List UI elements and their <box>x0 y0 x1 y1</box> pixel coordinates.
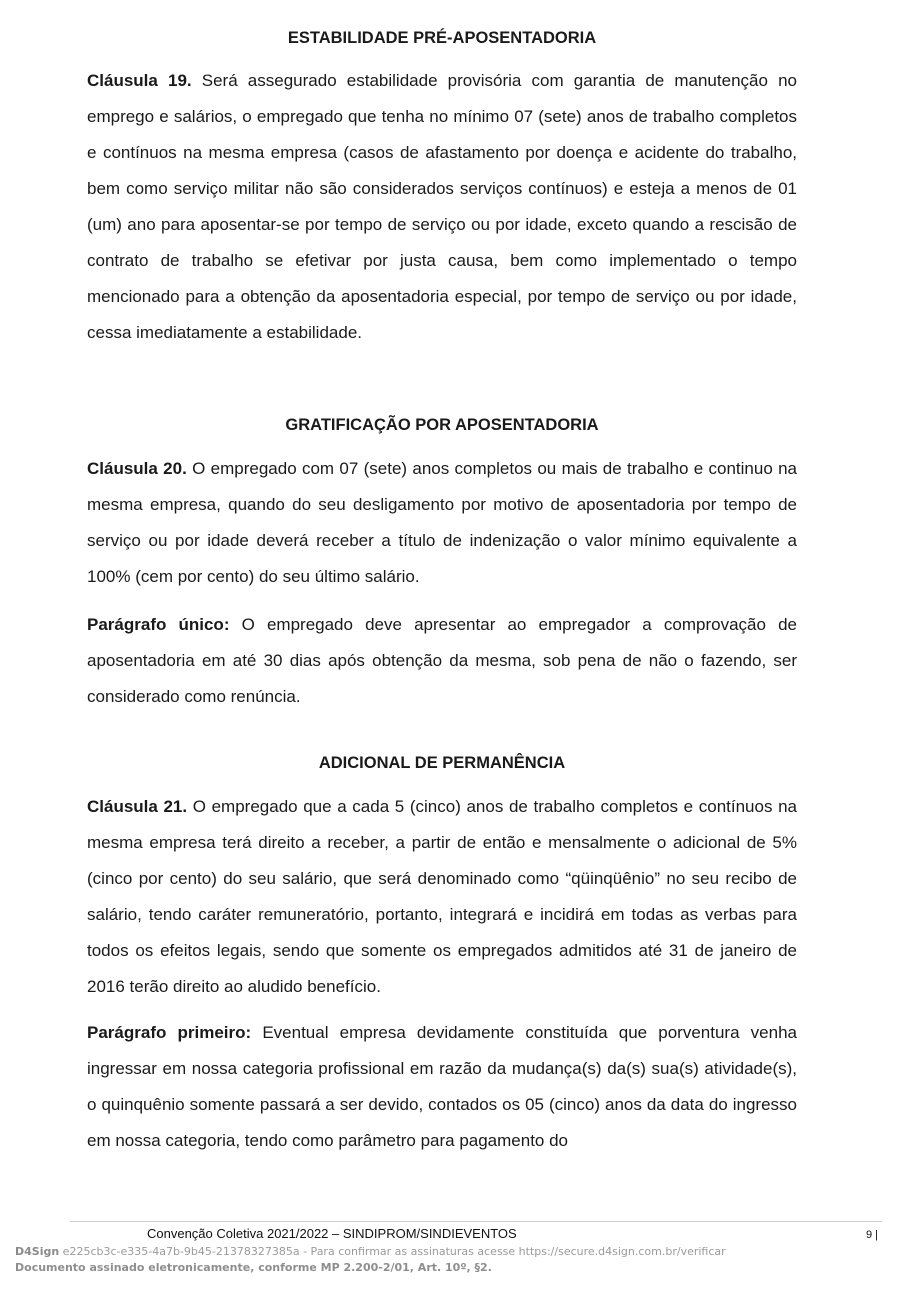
clause-lead: Cláusula 21. <box>87 797 188 816</box>
clause-text: O empregado deve apresentar ao empregador a comprovação de aposentadoria em até 30 dias após obtenção da mesma, sob pena de não o fazendo, ser considerado como renúncia. <box>87 615 797 706</box>
clause-lead: Cláusula 19. <box>87 71 192 90</box>
clause-lead: Cláusula 20. <box>87 459 187 478</box>
clause-lead: Parágrafo único: <box>87 615 230 634</box>
footer-title: Convenção Coletiva 2021/2022 – SINDIPROM/SINDIEVENTOS <box>147 1226 517 1241</box>
signature-verification-text: e225cb3c-e335-4a7b-9b45-21378327385a - Para confirmar as assinaturas acesse https://secure.d4sign.com.br/verificar <box>59 1245 726 1258</box>
section-heading-estabilidade: ESTABILIDADE PRÉ-APOSENTADORIA <box>287 29 597 47</box>
paragrafo-unico <box>87 607 797 715</box>
clausula-19 <box>87 63 797 351</box>
clause-text: Eventual empresa devidamente constituída que porventura venha ingressar em nossa categoria profissional em razão da mudança(s) da(s) sua(s) atividade(s), o quinquênio somente passará a ser devido, contados os 05 (cinco) anos da data do ingresso em nossa categoria, tendo como parâmetro para pagamento do <box>87 1023 797 1150</box>
section-heading-adicional: ADICIONAL DE PERMANÊNCIA <box>318 754 566 772</box>
clause-text: O empregado com 07 (sete) anos completos ou mais de trabalho e continuo na mesma empresa, quando do seu desligamento por motivo de aposentadoria por tempo de serviço ou por idade deverá receber a título de indenização o valor mínimo equivalente a 100% (cem por cento) do seu último salário. <box>87 459 797 586</box>
signature-notice: Documento assinado eletronicamente, conforme MP 2.200-2/01, Art. 10º, §2. <box>15 1261 492 1274</box>
footer-divider <box>70 1221 882 1222</box>
clause-text: O empregado que a cada 5 (cinco) anos de trabalho completos e contínuos na mesma empresa terá direito a receber, a partir de então e mensalmente o adicional de 5% (cinco por cento) do seu salário, que será denominado como “qüinqüênio” no seu recibo de salário, tendo caráter remuneratório, portanto, integrará e incidirá em todas as verbas para todos os efeitos legais, sendo que somente os empregados admitidos até 31 de janeiro de 2016 terão direito ao aludido benefício. <box>87 797 797 996</box>
page-number: 9 | <box>865 1229 878 1241</box>
paragrafo-primeiro <box>87 1015 797 1159</box>
clause-text: Será assegurado estabilidade provisória com garantia de manutenção no emprego e salários, o empregado que tenha no mínimo 07 (sete) anos de trabalho completos e contínuos na mesma empresa (casos de afastamento por doença e acidente do trabalho, bem como serviço militar não são considerados serviços contínuos) e esteja a menos de 01 (um) ano para aposentar-se por tempo de serviço ou por idade, exceto quando a rescisão de contrato de trabalho se efetivar por justa causa, bem como implementado o tempo mencionado para a obtenção da aposentadoria especial, por tempo de serviço ou por idade, cessa imediatamente a estabilidade. <box>87 71 797 342</box>
section-heading-gratificacao: GRATIFICAÇÃO POR APOSENTADORIA <box>285 416 599 434</box>
signature-verification-line <box>15 1244 885 1259</box>
signature-brand: D4Sign <box>15 1245 60 1258</box>
clause-lead: Parágrafo primeiro: <box>87 1023 252 1042</box>
clausula-21 <box>87 789 797 1005</box>
clausula-20 <box>87 451 797 595</box>
